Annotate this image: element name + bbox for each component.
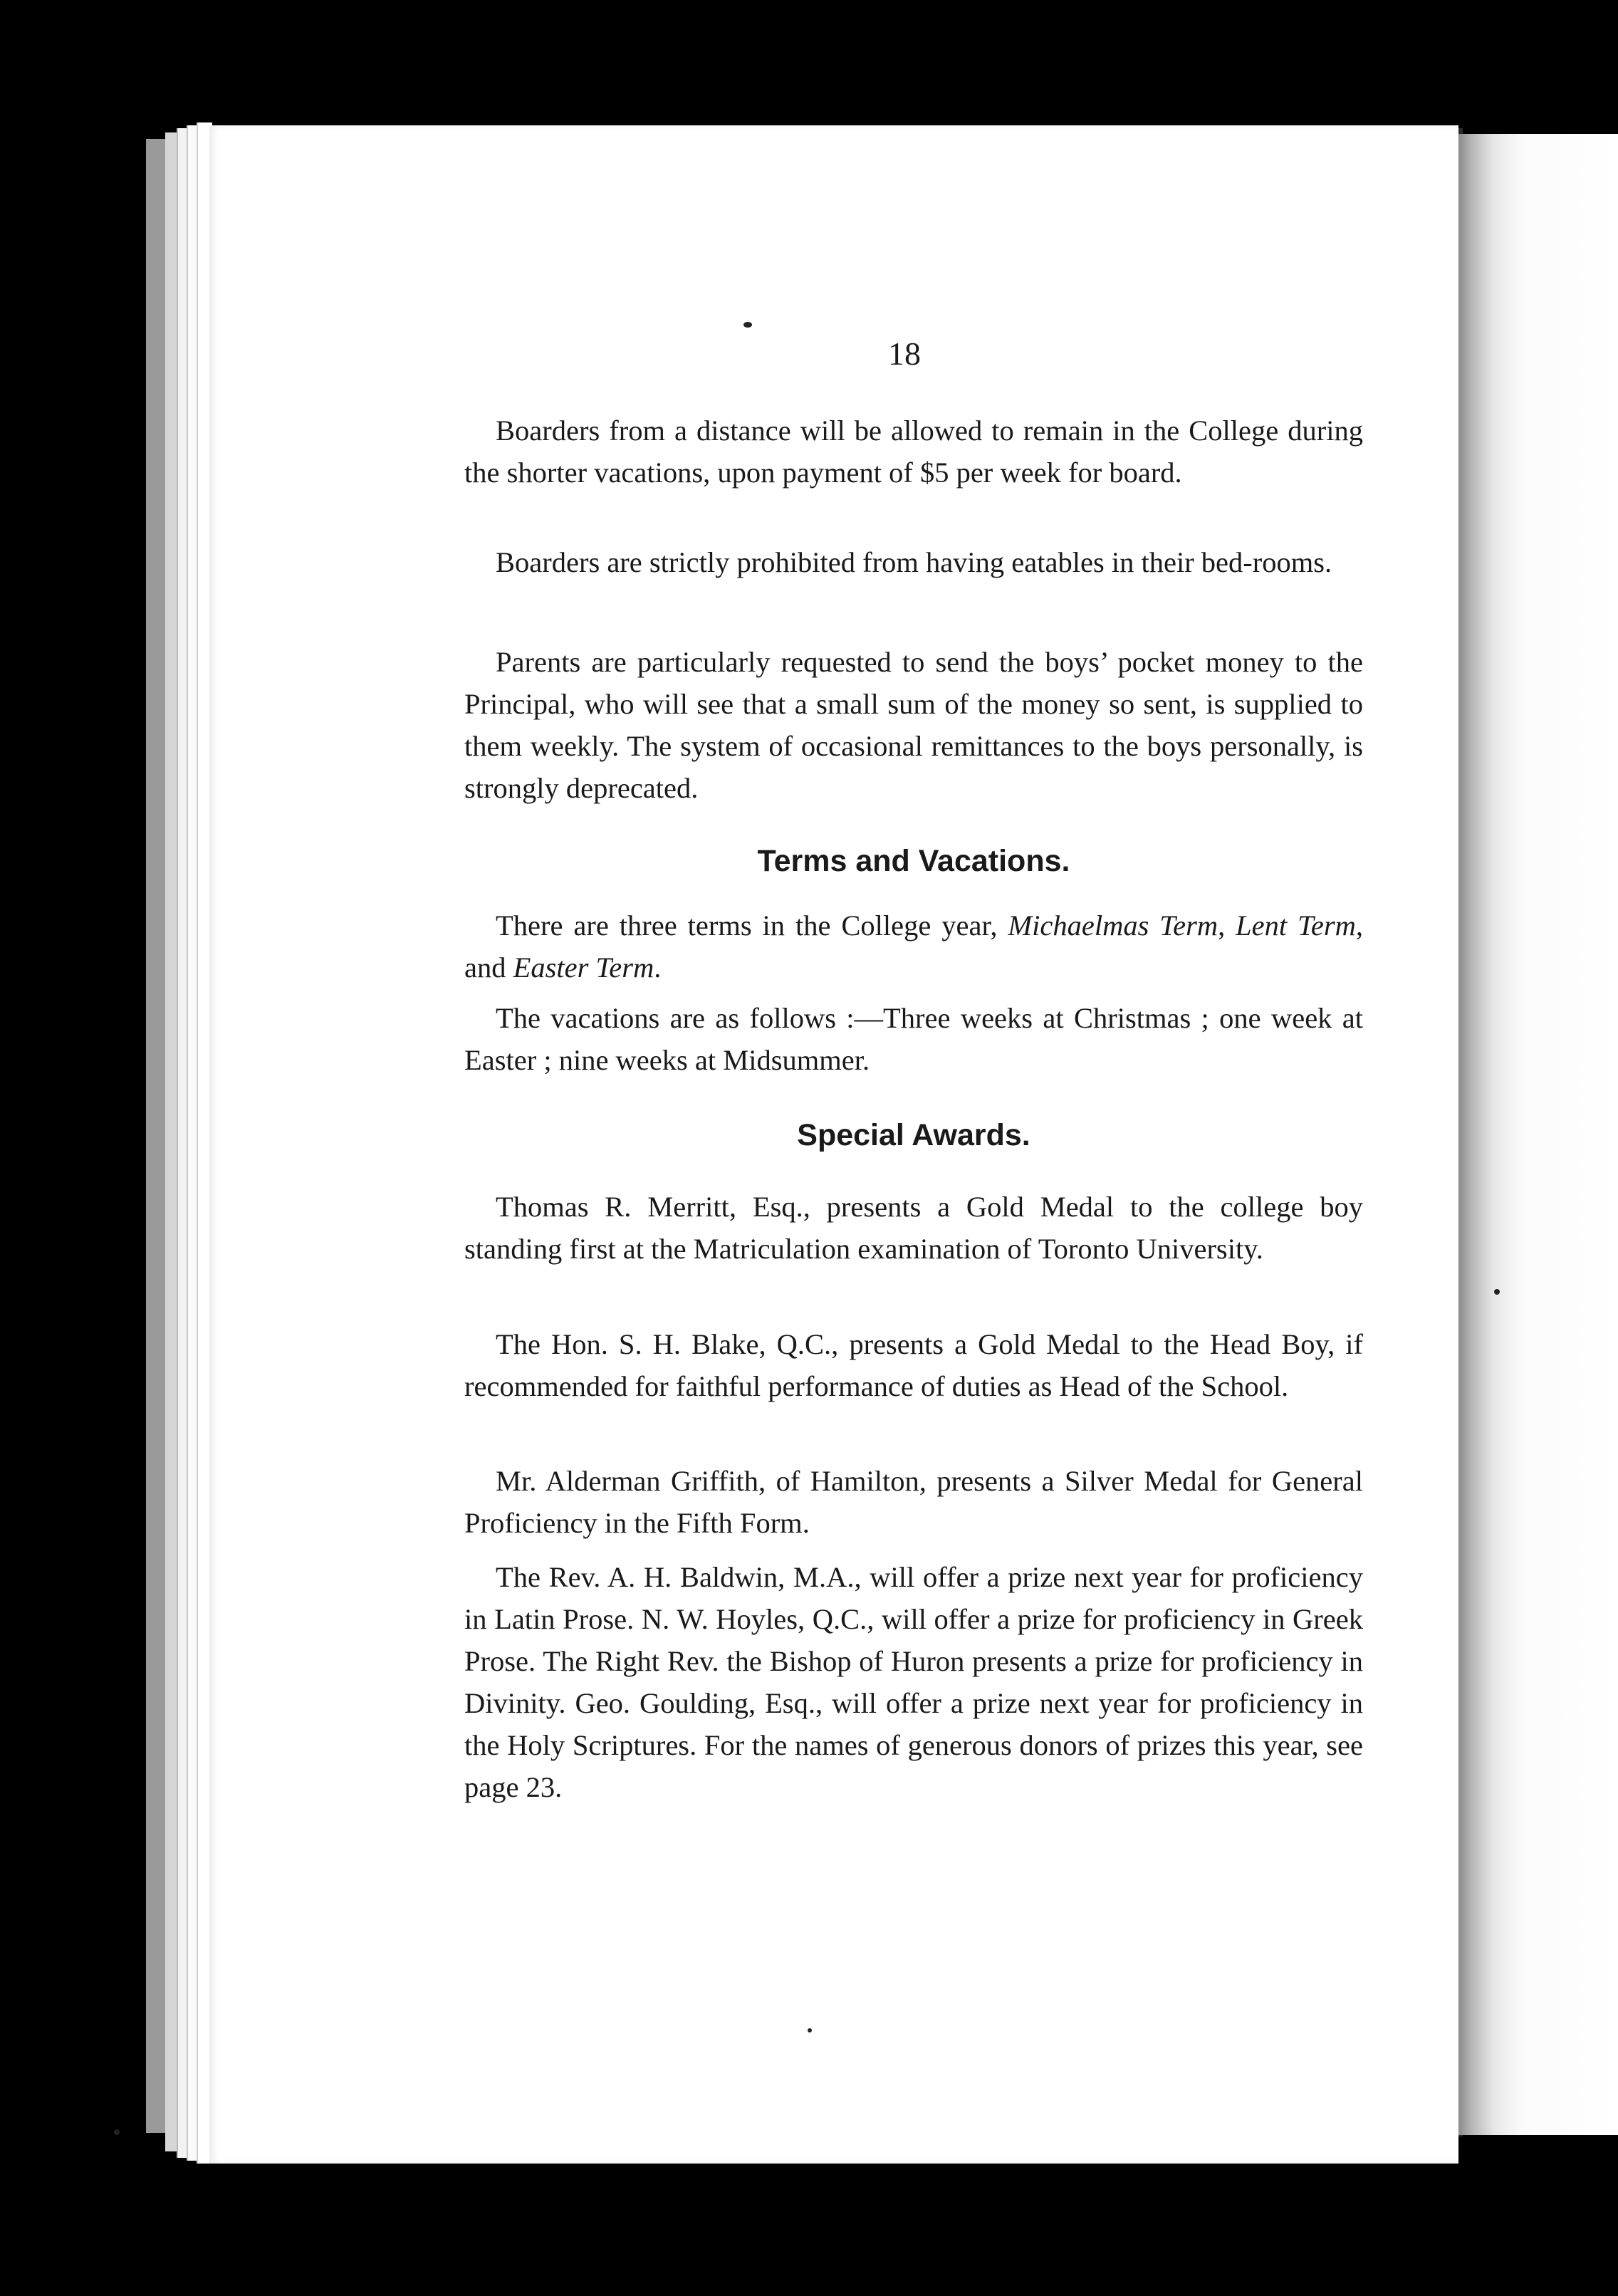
page-number: 18 xyxy=(888,335,921,372)
paragraph-award-griffith: Mr. Alderman Griffith, of Hamilton, presents a Silver Medal for General Proficiency in the Fifth Form. xyxy=(464,1465,1363,1539)
terms-separator: , xyxy=(1218,909,1236,941)
paragraph-award-prizes: The Rev. A. H. Baldwin, M.A., will offer a prize next year for proficiency in Latin Prose. N. W. Hoyles, Q.C., will offer a prize for proficiency in Greek Prose. The Right Rev. the Bishop of Huron presents a prize for proficiency in Divinity. Geo. Goulding, Esq., will offer a prize next year for proficiency in the Holy Scriptures. For the names of generous donors of prizes this year, see page 23. xyxy=(464,1561,1363,1803)
paragraph-boarders-vacations: Boarders from a distance will be allowed to remain in the College during the shorter vacations, upon payment of $5 per week for board. xyxy=(464,414,1363,489)
heading-terms-vacations: Terms and Vacations. xyxy=(757,844,1070,878)
term-michaelmas: Michaelmas Term xyxy=(1008,909,1218,941)
scan-speck xyxy=(743,322,752,328)
term-easter: Easter Term xyxy=(513,951,654,983)
terms-separator: , and xyxy=(464,909,1364,983)
paragraph-award-blake: The Hon. S. H. Blake, Q.C., presents a Gold Medal to the Head Boy, if recommended for faithful performance of duties as Head of the School. xyxy=(464,1328,1363,1402)
paragraph-vacations: The vacations are as follows :—Three weeks at Christmas ; one week at Easter ; nine weeks at Midsummer. xyxy=(464,1002,1363,1076)
heading-special-awards: Special Awards. xyxy=(797,1118,1030,1152)
terms-intro-text: There are three terms in the College year, xyxy=(496,909,1008,941)
paragraph-boarders-eatables: Boarders are strictly prohibited from having eatables in their bed-rooms. xyxy=(496,546,1332,578)
paragraph-terms xyxy=(464,904,1363,988)
paragraph-award-merritt: Thomas R. Merritt, Esq., presents a Gold Medal to the college boy standing first at the Matriculation examination of Toronto University. xyxy=(464,1191,1363,1265)
scan-speck xyxy=(114,2129,120,2135)
paragraph-pocket-money: Parents are particularly requested to send the boys’ pocket money to the Principal, who will see that a small sum of the money so sent, is supplied to them weekly. The system of occasional remittances to the boys personally, is strongly deprecated. xyxy=(464,646,1363,804)
terms-end: . xyxy=(654,951,662,983)
scan-speck xyxy=(808,2028,812,2033)
scan-speck xyxy=(1494,1289,1500,1295)
facing-page-sliver xyxy=(1458,134,1618,2135)
term-lent: Lent Term xyxy=(1236,909,1356,941)
